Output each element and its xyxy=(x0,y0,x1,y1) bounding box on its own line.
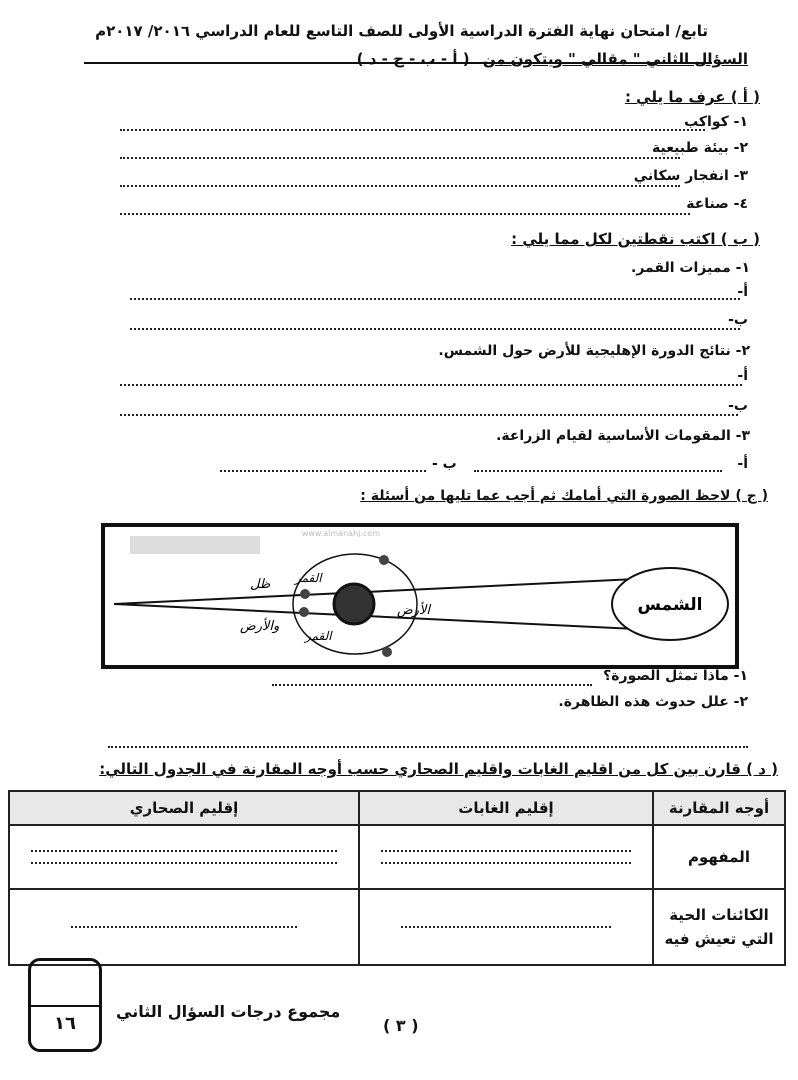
moon-label-bottom: القمر xyxy=(305,629,332,643)
definition-item: ٣- انفجار سكاني xyxy=(633,168,748,184)
answer-line xyxy=(474,470,722,472)
section-a-title: ( أ ) عرف ما يلي : xyxy=(624,88,760,106)
answer-line xyxy=(272,684,592,686)
score-label: مجموع درجات السؤال الثاني xyxy=(116,1002,341,1021)
answer-cell xyxy=(9,825,359,889)
moon-label-top: القمر xyxy=(295,571,322,585)
answer-label: ب- xyxy=(728,312,748,328)
figure-question: ٢- علل حدوث هذه الظاهرة. xyxy=(558,694,748,710)
section-b-title: ( ب ) اكتب نقطتين لكل مما يلي : xyxy=(511,230,760,248)
answer-label: أ- xyxy=(737,284,748,300)
table-header-row xyxy=(9,791,785,825)
section-c-title: ( ج ) لاحظ الصورة التي أمامك ثم أجب عما تليها من أسئلة : xyxy=(360,488,768,504)
section-d-title: ( د ) قارن بين كل من اقليم الغابات واقليم الصحاري حسب أوجه المقارنة في الجدول التالي: xyxy=(99,760,778,778)
table-row-label: المفهوم xyxy=(653,825,785,889)
sun-label: الشمس xyxy=(637,595,703,615)
table-row-label: الكائنات الحية التي تعيش فيه xyxy=(653,889,785,965)
list-item: ١- مميزات القمر. xyxy=(631,260,750,276)
figure-question: ١- ماذا تمثل الصورة؟ xyxy=(603,668,748,684)
figure-watermark: www.almanahj.com xyxy=(301,529,380,538)
answer-line xyxy=(120,185,680,187)
question-two-parts: ( أ - ب - ج - د ) xyxy=(356,50,470,68)
answer-line xyxy=(120,384,742,386)
score-value: ١٦ xyxy=(54,1013,76,1034)
table-header-aspects: أوجه المقارنة xyxy=(653,791,785,825)
moon-position-lower xyxy=(382,647,392,657)
table-header-forests: إقليم الغابات xyxy=(359,791,653,825)
table-row xyxy=(9,825,785,889)
definition-item: ٢- بيئة طبيعية xyxy=(651,140,748,156)
earth-label: الأرض xyxy=(396,603,430,618)
question-two-header xyxy=(357,50,748,68)
answer-cell xyxy=(359,825,653,889)
answer-line xyxy=(130,328,740,330)
answer-line xyxy=(108,746,748,748)
moon-position-bottom xyxy=(299,607,309,617)
eclipse-figure xyxy=(100,522,740,670)
figure-caption-placeholder xyxy=(130,536,260,554)
earth-globe xyxy=(334,584,374,624)
shadow-label: ظل xyxy=(250,577,271,592)
list-item: ٣- المقومات الأساسية لقيام الزراعة. xyxy=(496,428,750,444)
answer-line xyxy=(120,213,690,215)
answer-label: أ- xyxy=(737,456,748,472)
score-box xyxy=(28,958,102,1052)
answer-line xyxy=(120,157,680,159)
answer-label: ب - xyxy=(432,456,457,472)
answer-label: ب- xyxy=(728,398,748,414)
definition-item: ١- كواكب xyxy=(684,114,748,130)
exam-header-title: تابع/ امتحان نهاية الفترة الدراسية الأولى للصف التاسع للعام الدراسي ٢٠١٦/ ٢٠١٧م xyxy=(95,22,708,40)
answer-cell xyxy=(9,889,359,965)
answer-line xyxy=(130,298,740,300)
page-number: ( ٣ ) xyxy=(383,1016,419,1035)
earth-label-bottom: والأرض xyxy=(240,619,280,634)
answer-line xyxy=(120,414,738,416)
answer-cell xyxy=(359,889,653,965)
answer-label: أ- xyxy=(737,368,748,384)
moon-position-upper xyxy=(379,555,389,565)
list-item: ٢- نتائج الدورة الإهليجية للأرض حول الشمس. xyxy=(438,343,750,359)
comparison-table xyxy=(8,790,786,966)
answer-line xyxy=(120,129,705,131)
table-header-deserts: إقليم الصحاري xyxy=(9,791,359,825)
answer-line xyxy=(220,470,426,472)
table-row xyxy=(9,889,785,965)
question-two-title: السؤال الثاني " مقالي " ويتكون من xyxy=(482,50,748,68)
moon-position-top xyxy=(300,589,310,599)
definition-item: ٤- صناعة xyxy=(686,196,748,212)
